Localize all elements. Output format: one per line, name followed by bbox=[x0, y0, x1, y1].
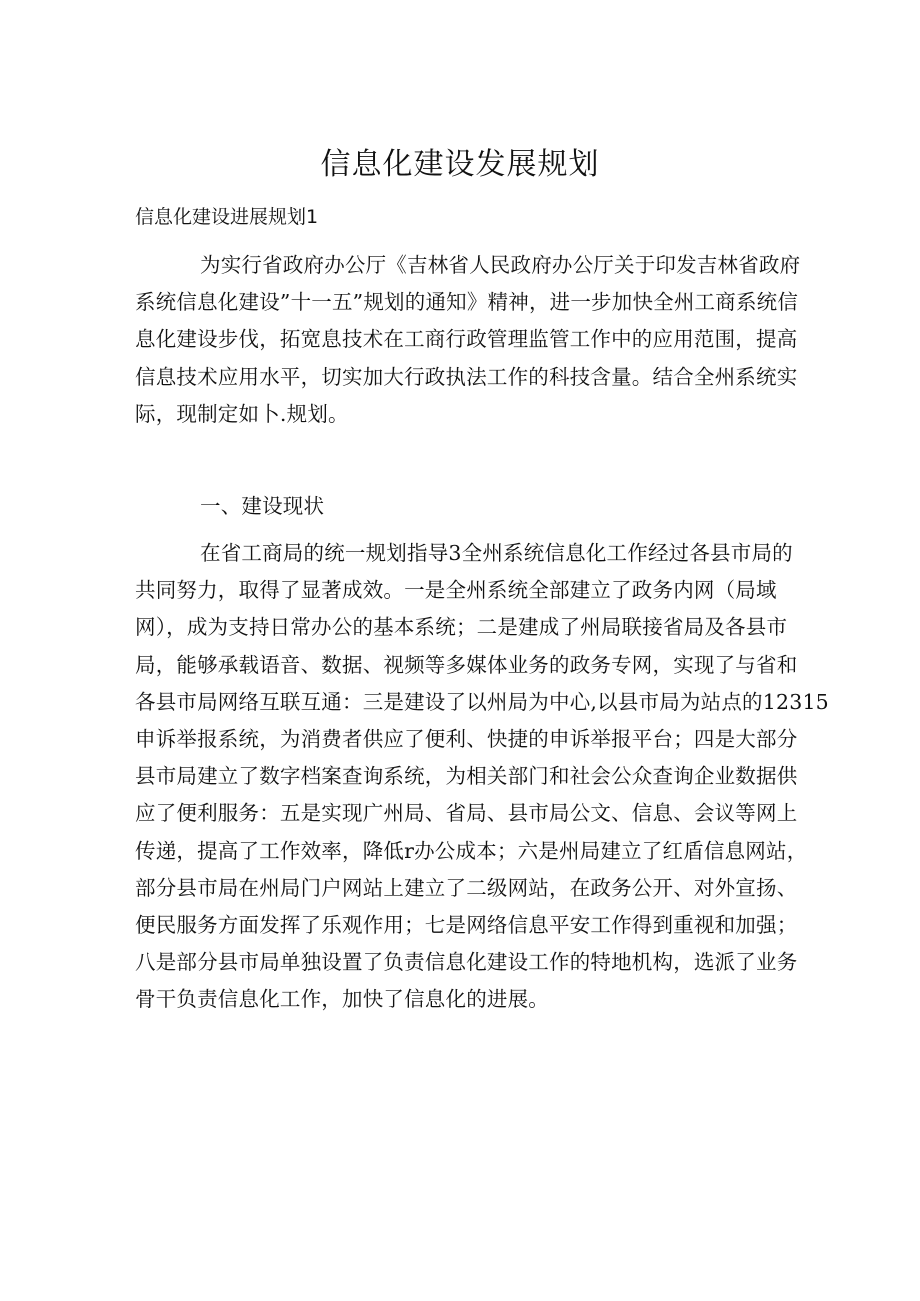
paragraph-intro bbox=[135, 247, 801, 433]
paragraph-line: 在省工商局的统一规划指导3全州系统信息化工作经过各县市局的 bbox=[200, 541, 793, 565]
paragraph-line: 传递，提高了工作效率，降低r办公成本；六是州局建立了红盾信息网站， bbox=[135, 838, 808, 863]
section-heading-text: 一、建设现状 bbox=[200, 494, 325, 518]
document-subtitle: 信息化建设进展规划1 bbox=[135, 206, 319, 228]
paragraph-status bbox=[135, 535, 829, 1018]
paragraph-line: 局，能够承载语音、数据、视频等多媒体业务的政务专网，实现了与省和 bbox=[135, 652, 798, 677]
paragraph-line: 系统信息化建设”十一五”规划的通知》精神，进一步加快全州工商系统信 bbox=[135, 290, 799, 315]
paragraph-line: 申诉举报系统，为消费者供应了便利、快捷的申诉举报平台；四是大部分 bbox=[135, 726, 798, 751]
paragraph-line: 八是部分县市局单独设置了负责信息化建设工作的特地机构，选派了业务 bbox=[135, 950, 798, 975]
paragraph-line: 信息技术应用水平，切实加大行政执法工作的科技含量。结合全州系统实 bbox=[135, 364, 798, 389]
paragraph-line: 息化建设步伐，拓宽息技术在工商行政管理监管工作中的应用范围，提高 bbox=[135, 327, 798, 352]
paragraph-line: 共同努力，取得了显著成效。一是全州系统全部建立了政务内网（局域 bbox=[135, 578, 777, 603]
document-title: 信息化建设发展规划 bbox=[320, 147, 600, 182]
paragraph-line: 县市局建立了数字档案查询系统，为相关部门和社会公众查询企业数据供 bbox=[135, 764, 798, 789]
paragraph-line: 便民服务方面发挥了乐观作用；七是网络信息平安工作得到重视和加强； bbox=[135, 912, 798, 937]
paragraph-line: 为实行省政府办公厅《吉林省人民政府办公厅关于印发吉林省政府 bbox=[200, 253, 801, 277]
paragraph-line: 骨干负责信息化工作，加快了信息化的进展。 bbox=[135, 987, 549, 1012]
paragraph-line: 际，现制定如卜.规划。 bbox=[135, 401, 349, 426]
section-heading bbox=[135, 488, 785, 525]
paragraph-line: 应了便利服务：五是实现广州局、省局、县市局公文、信息、会议等网上 bbox=[135, 801, 798, 826]
paragraph-line: 部分县市局在州局门户网站上建立了二级网站，在政务公开、对外宣扬、 bbox=[135, 875, 798, 900]
paragraph-line: 各县市局网络互联互通：三是建设了以州局为中心,以县市局为站点的12315 bbox=[135, 689, 829, 714]
paragraph-line: 网），成为支持日常办公的基本系统；二是建成了州局联接省局及各县市 bbox=[135, 615, 788, 640]
